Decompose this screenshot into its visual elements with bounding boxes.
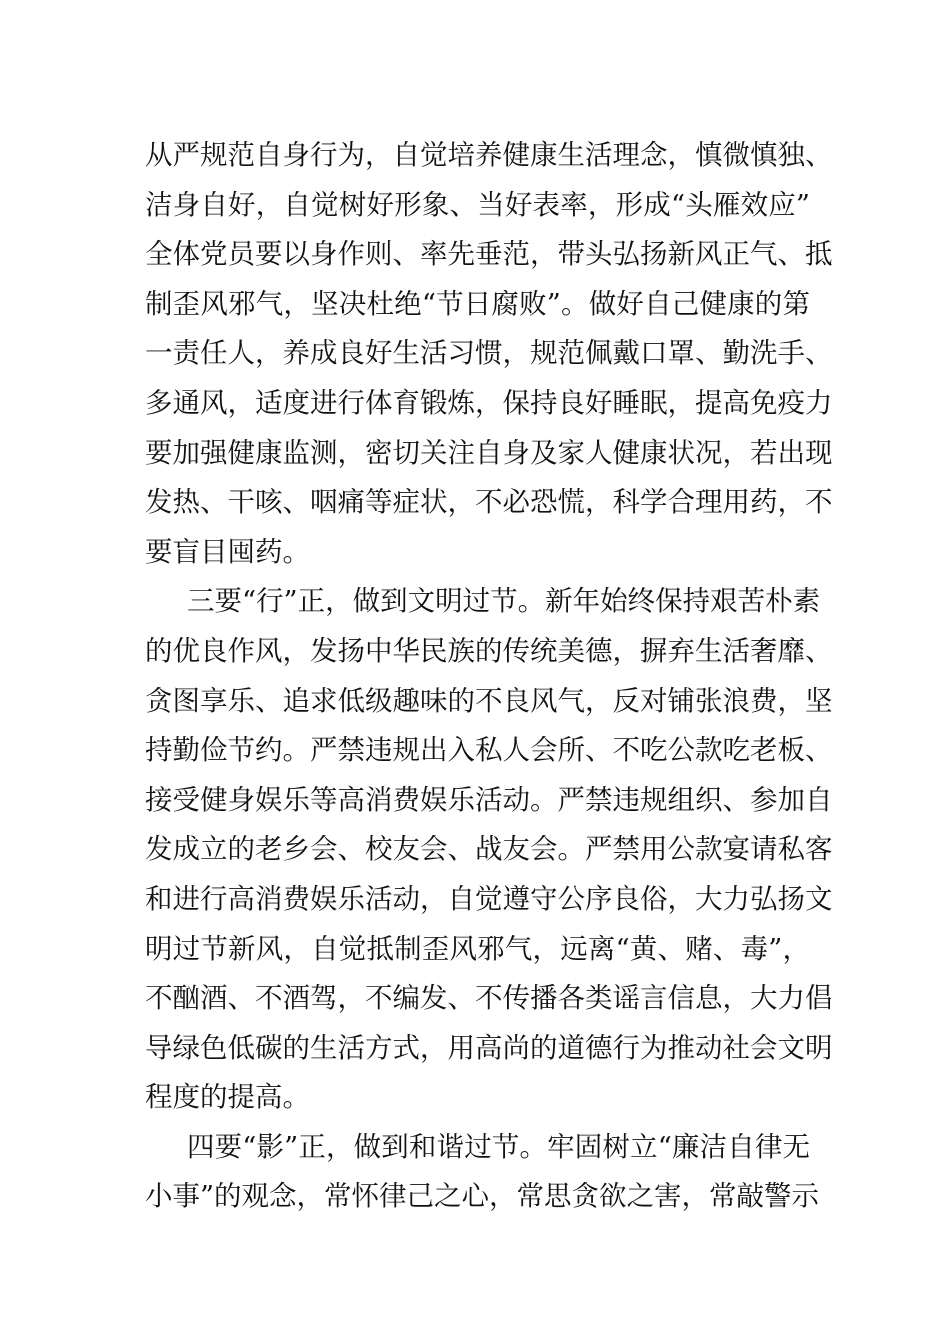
text-line: 要加强健康监测，密切关注自身及家人健康状况，若出现 xyxy=(145,436,833,469)
text-line: 接受健身娱乐等高消费娱乐活动。严禁违规组织、参加自 xyxy=(145,783,833,816)
text-line: 小事”的观念，常怀律己之心，常思贪欲之害，常敲警示 xyxy=(145,1180,820,1213)
text-line: 一责任人，养成良好生活习惯，规范佩戴口罩、勤洗手、 xyxy=(145,337,833,370)
text-line: 发成立的老乡会、校友会、战友会。严禁用公款宴请私客 xyxy=(145,833,833,866)
document-body xyxy=(145,131,833,1222)
text-line: 的优良作风，发扬中华民族的传统美德，摒弃生活奢靡、 xyxy=(145,634,833,667)
text-line: 明过节新风，自觉抵制歪风邪气，远离“黄、赌、毒”， xyxy=(145,932,810,965)
text-line: 制歪风邪气，坚决杜绝“节日腐败”。做好自己健康的第 xyxy=(145,287,810,320)
text-line: 从严规范自身行为，自觉培养健康生活理念，慎微慎独、 xyxy=(145,139,833,171)
text-line: 多通风，适度进行体育锻炼，保持良好睡眠，提高免疫力 xyxy=(145,386,833,419)
paragraph-first-line: 三要“行”正，做到文明过节。新年始终保持艰苦朴素 xyxy=(187,585,821,618)
text-line: 贪图享乐、追求低级趣味的不良风气，反对铺张浪费，坚 xyxy=(145,684,833,717)
text-line: 和进行高消费娱乐活动，自觉遵守公序良俗，大力弘扬文 xyxy=(145,882,833,915)
text-line: 要盲目囤药。 xyxy=(145,535,310,568)
text-line: 持勤俭节约。严禁违规出入私人会所、不吃公款吃老板、 xyxy=(145,734,833,767)
paragraph-first-line: 四要“影”正，做到和谐过节。牢固树立“廉洁自律无 xyxy=(187,1130,810,1163)
text-line: 洁身自好，自觉树好形象、当好表率，形成“头雁效应” xyxy=(145,188,810,221)
text-line: 不酗酒、不酒驾，不编发、不传播各类谣言信息，大力倡 xyxy=(145,982,833,1015)
text-line: 全体党员要以身作则、率先垂范，带头弘扬新风正气、抵 xyxy=(145,238,833,271)
text-line: 导绿色低碳的生活方式，用高尚的道德行为推动社会文明 xyxy=(145,1031,833,1064)
text-line: 发热、干咳、咽痛等症状，不必恐慌，科学合理用药，不 xyxy=(145,486,833,519)
text-line: 程度的提高。 xyxy=(145,1081,310,1114)
